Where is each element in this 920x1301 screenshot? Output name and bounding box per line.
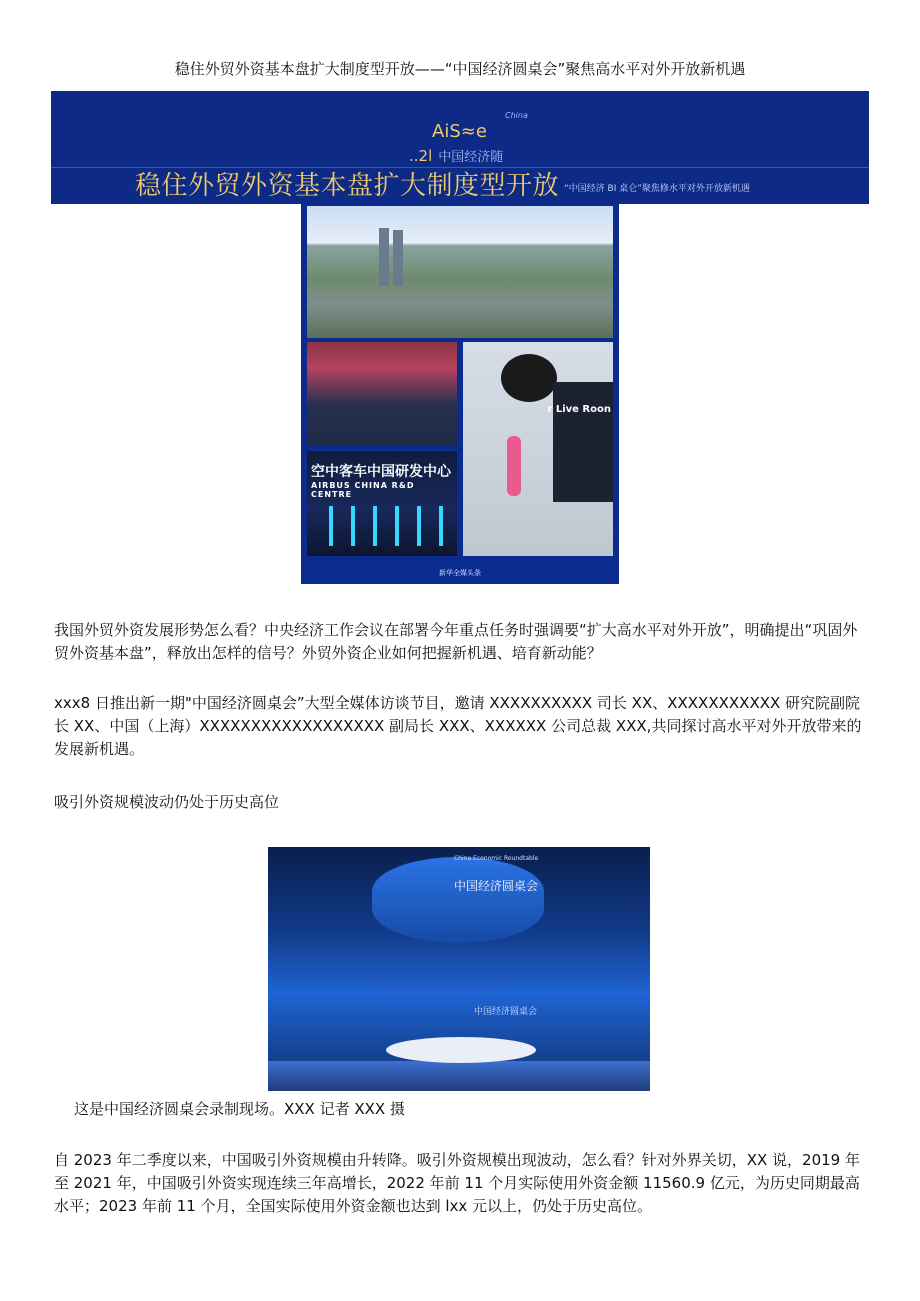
banner-headline: 稳住外贸外资基本盘扩大制度型开放 xyxy=(135,171,560,201)
light-pillar xyxy=(373,506,377,546)
presenter-figure xyxy=(507,436,521,496)
studio-ring-screen xyxy=(372,857,544,943)
city-aerial-photo xyxy=(307,206,613,338)
back-screen-text: 中国经济圆桌会 xyxy=(474,1007,538,1017)
document-title: 稳住外贸外资基本盘扩大制度型开放——“中国经济圆桌会”聚焦高水平对外开放新机遇 xyxy=(174,60,746,78)
expo-hall-photo xyxy=(307,342,457,446)
light-pillar xyxy=(329,506,333,546)
banner-subheadline: “中国经济 BI 桌仑”聚焦修水平对外开放新机遇 xyxy=(564,184,750,194)
live-room-sign xyxy=(553,382,613,502)
studio-floor xyxy=(268,1061,650,1091)
photo-caption: 这是中国经济圆桌会录制现场。XXX 记者 XXX 摄 xyxy=(74,1100,405,1118)
header-banner xyxy=(51,91,869,204)
light-pillar xyxy=(351,506,355,546)
banner-logo: AiS≈e xyxy=(432,121,487,142)
light-pillar xyxy=(417,506,421,546)
airbus-ceremony-photo xyxy=(307,451,457,556)
banner-china-label: China xyxy=(505,111,528,120)
photo-collage xyxy=(301,204,619,584)
studio-photo xyxy=(268,847,650,1091)
banner-sub-number: ..2l xyxy=(409,147,433,165)
softbox-lamp xyxy=(501,354,557,402)
banner-sub-text: 中国经济随 xyxy=(438,150,504,165)
light-pillar xyxy=(395,506,399,546)
airbus-caption-cn: 空中客车中国研发中心 xyxy=(311,464,451,480)
ring-english-text: China Economic Roundtable xyxy=(454,855,539,862)
live-room-text: r Live Roon xyxy=(547,404,611,415)
collage-footer: 新华全媒头条 xyxy=(439,569,481,577)
airbus-caption-en: AIRBUS CHINA R&D CENTRE xyxy=(311,481,415,499)
light-pillar xyxy=(439,506,443,546)
ring-title-text: 中国经济圆桌会 xyxy=(454,879,539,893)
tower-shape xyxy=(393,230,403,286)
paragraph-3: 自 2023 年二季度以来，中国吸引外资规模由升转降。吸引外资规模出现波动，怎么看？针对外界关切，XX 说，2019 年至 2021 年，中国吸引外资实现连续三年高增长，2022 年前 11 个月实际使用外资金额 11560.9 亿元，为历史同期最高水平；2023 年前 11 个月，全国实际使用外资金额也达到 lxx 元以上，仍处于历史高位。 xyxy=(54,1151,860,1215)
banner-sub-logo xyxy=(409,146,503,165)
live-room-photo xyxy=(463,342,613,556)
paragraph-1: 我国外贸外资发展形势怎么看？中央经济工作会议在部署今年重点任务时强调要“扩大高水平对外开放”，明确提出“巩固外贸外资基本盘”，释放出怎样的信号？外贸外资企业如何把握新机遇、培育新动能？ xyxy=(54,621,858,662)
tower-shape xyxy=(379,228,389,286)
paragraph-2: xxx8 日推出新一期"中国经济圆桌会”大型全媒体访谈节目，邀请 XXXXXXXXXX 司长 XX、XXXXXXXXXXX 研究院副院长 XX、中国（上海）XXXXXXXXXXXXXXXXXX 副局长 XXX、XXXXXX 公司总裁 XXX,共同探讨高水平对外开放带来的发展新机遇。 xyxy=(54,694,862,758)
section-heading: 吸引外资规模波动仍处于历史高位 xyxy=(54,793,280,811)
round-desk xyxy=(386,1037,536,1063)
